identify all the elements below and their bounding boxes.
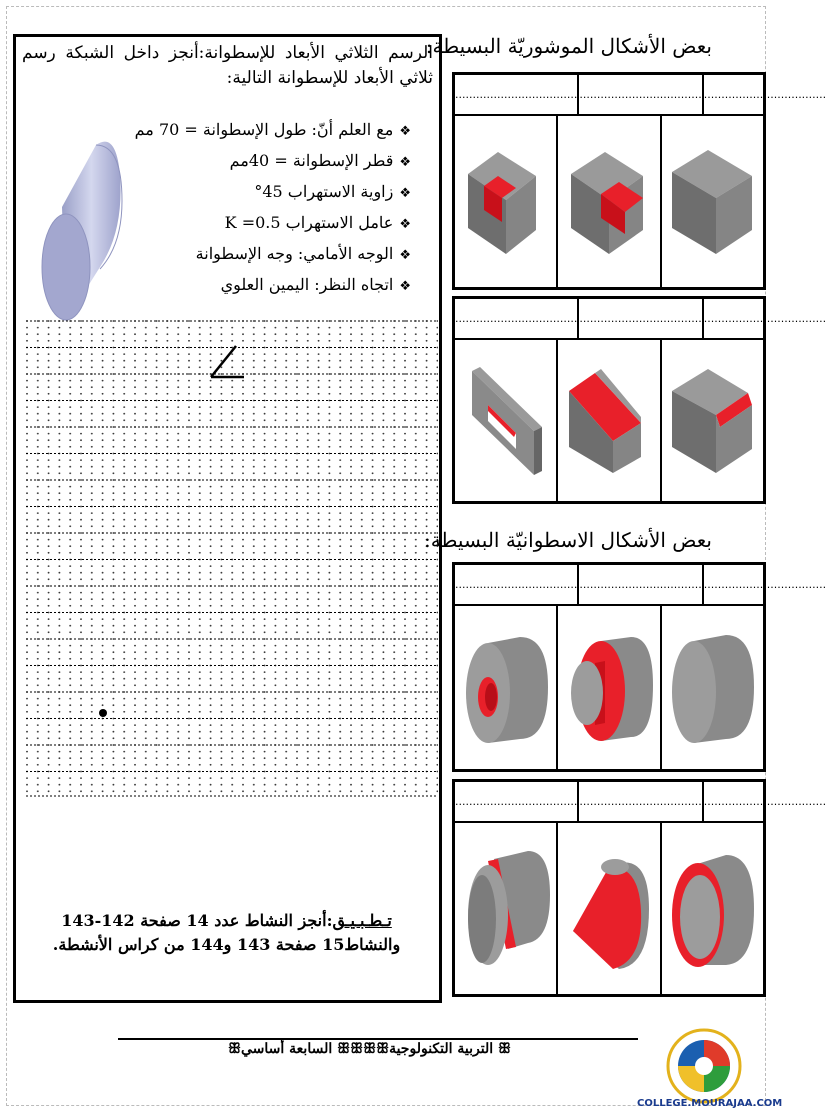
solid-cylinder-icon: [664, 623, 760, 753]
answer-blank: ...................................: [702, 782, 826, 821]
list-item: ❖الوجه الأمامي: وجه الإسطوانة: [195, 244, 411, 263]
answer-blank: ...................................: [577, 565, 701, 604]
slotted-plate-icon: [458, 361, 554, 481]
answer-blank: ...................................: [577, 75, 701, 114]
cylinders-section-title: بعض الأشكال الاسطوانيّة البسيطة:: [424, 528, 712, 552]
exercise-panel: [13, 34, 442, 1003]
stepped-cylinder-icon: [561, 623, 657, 753]
dot-grid: [26, 320, 438, 797]
origin-point: [99, 709, 107, 717]
answer-blank: ...................................: [455, 88, 578, 101]
answer-blank: ...................................: [702, 299, 826, 338]
answer-blank: ...................................: [702, 75, 826, 114]
exercise-title: الرسم الثلاثي الأبعاد للإسطوانة:أنجز داخل الشبكة رسم ثلاثي الأبعاد للإسطوانة التالية:: [22, 43, 433, 88]
prisms-section-title: بعض الأشكال الموشوريّة البسيطة:: [425, 34, 712, 58]
step-prism-icon: [561, 142, 657, 262]
list-item: ❖مع العلم أنّ: طول الإسطوانة = 70 مم: [134, 120, 411, 139]
prism-panel-1: [452, 72, 826, 290]
chamfered-cylinder-icon: [664, 839, 760, 979]
answer-blank: ...................................: [702, 565, 826, 604]
site-logo-icon: [664, 1026, 744, 1106]
answer-blank: ...................................: [577, 782, 701, 821]
answer-blank: ...................................: [577, 299, 701, 338]
list-item: ❖عامل الاستهراب K =0.5: [224, 213, 411, 232]
answer-blank: ...................................: [455, 312, 578, 325]
footer-text: ꕥ التربية التكنولوجيةꕥꕥꕥꕥ السابعة أساسيꕥ: [228, 1041, 512, 1057]
cylinder-illustration: [30, 135, 130, 321]
cylinder-panel-1: [452, 562, 826, 772]
list-item: ❖زاوية الاستهراب 45°: [254, 182, 411, 201]
grooved-cylinder-icon: [458, 839, 554, 979]
cone-frustum-icon: [561, 839, 657, 979]
cylinder-panel-2: [452, 779, 826, 997]
answer-blank: ...................................: [455, 795, 578, 808]
bevel-edge-prism-icon: [664, 361, 760, 481]
answer-blank: ...................................: [455, 578, 578, 591]
box-prism-icon: [664, 142, 760, 262]
application-task: تـطـبـيـق:أنجز النشاط عدد 14 صفحة 142-143 والنشاط15 صفحة 143 و144 من كراس الأنشطة.: [52, 911, 401, 954]
specification-list: [135, 115, 411, 301]
chamfered-prism-icon: [561, 361, 657, 481]
list-item: ❖قطر الإسطوانة = 40مم: [229, 151, 411, 170]
u-channel-prism-icon: [458, 142, 554, 262]
list-item: ❖اتجاه النظر: اليمين العلوي: [220, 275, 411, 294]
footer-rule: [118, 1038, 638, 1040]
hollow-cylinder-icon: [458, 623, 554, 753]
prism-panel-2: [452, 296, 826, 504]
site-url: COLLEGE.MOURAJAA.COM: [637, 1098, 783, 1109]
